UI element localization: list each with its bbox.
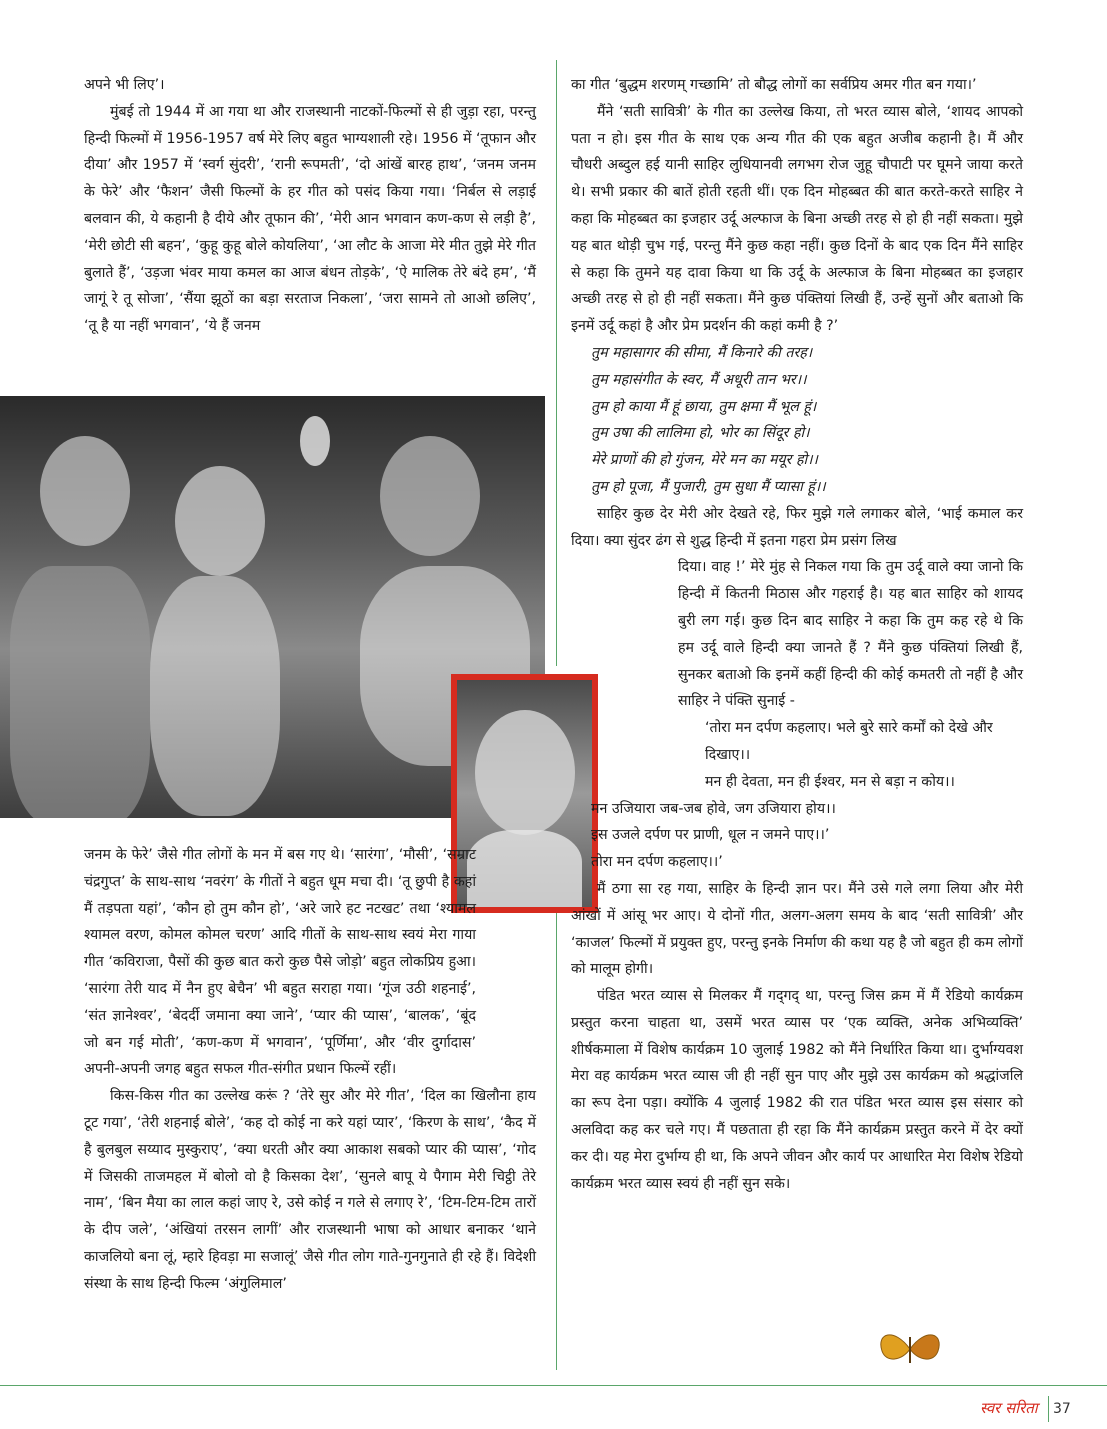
poem-line: तुम महासंगीत के स्वर, मैं अधूरी तान भर।। (591, 371, 807, 388)
poem-line: तुम हो पूजा, मैं पुजारी, तुम सुधा मैं प्यासा हूं।। (591, 478, 826, 495)
paragraph: मैंने ‘सती सावित्री’ के गीत का उल्लेख किया, तो भरत व्यास बोले, ‘शायद आपको पता न हो। इस गीत के साथ एक अन्य गीत की एक बहुत अजीब कहानी है। मैं और चौधरी अब्दुल हई यानी साहिर लुधियानवी लगभग रोज जुहू चौपाटी पर घूमने जाया करते थे। सभी प्रकार की बातें होती रहती थीं। एक दिन मोहब्बत की बात करते-करते साहिर ने कहा कि मोहब्बत का इजहार उर्दू अल्फाज के बिना अच्छी तरह से हो ही नहीं सकता। मुझे यह बात थोड़ी चुभ गई, परन्तु मैंने कुछ कहा नहीं। कुछ दिनों के बाद एक दिन मैंने साहिर से कहा कि तुमने यह दावा किया था कि उर्दू के अल्फाज के बिना मोहब्बत का इजहार अच्छी तरह से हो ही नहीं सकता। मैंने कुछ पंक्तियां लिखी हैं, उन्हें सुनों और बताओ कि इनमें उर्दू कहां है और प्रेम प्रदर्शन की कहां कमी है ?’ (571, 103, 1023, 335)
poem-line: तुम उषा की लालिमा हो, भोर का सिंदूर हो। (591, 425, 810, 442)
column-divider (556, 60, 557, 666)
paragraph: मैं ठगा सा रह गया, साहिर के हिन्दी ज्ञान पर। मैंने उसे गले लगा लिया और मेरी आंखों में आंसू भर आए। ये दोनों गीत, अलग-अलग समय के बाद ‘सती सावित्री’ और ‘काजल’ फिल्मों में प्रयुक्त हुए, परन्तु इनके निर्माण की कथा यह है जो बहुत ही कम लोगों को मालूम होगी। (571, 880, 1023, 978)
footer-separator (1048, 1396, 1049, 1422)
paragraph: जनम के फेरे’ जैसे गीत लोगों के मन में बस गए थे। ‘सारंगा’, ‘मौसी’, ‘सम्राट चंद्रगुप्त’ के साथ-साथ ‘नवरंग’ के गीतों ने बहुत धूम मचा दी। ‘तू छुपी है कहां मैं तड़पता यहां’, ‘कौन हो तुम कौन हो’, ‘अरे जारे हट नटखट’ तथा ‘श्यामल श्यामल वरण, कोमल कोमल चरण’ आदि गीतों के साथ-साथ स्वयं मेरा गाया गीत ‘कविराजा, पैसों की कुछ बात करो कुछ पैसे जोड़ो’ बहुत लोकप्रिय हुआ। ‘सारंगा तेरी याद में नैन हुए बेचैन’ भी बहुत सराहा गया। ‘गूंज उठी शहनाई’, ‘संत ज्ञानेश्वर’, ‘बेदर्दी जमाना क्या जाने’, ‘प्यार की प्यास’, ‘बालक’, ‘बूंद जो बन गई मोती’, ‘कण-कण में भगवान’, ‘पूर्णिमा’, और ‘वीर दुर्गादास’ अपनी-अपनी जगह बहुत सफल गीत-संगीत प्रधान फिल्में रहीं। (84, 847, 476, 1078)
song-lyrics (571, 715, 1023, 876)
footer-rule (0, 1385, 1107, 1386)
paragraph: साहिर कुछ देर मेरी ओर देखते रहे, फिर मुझे गले लगाकर बोले, ‘भाई कमाल कर दिया। क्या सुंदर ढंग से शुद्ध हिन्दी में इतना गहरा प्रेम प्रसंग लिख (571, 505, 1023, 549)
lyric-line: तोरा मन दर्पण कहलाए।।’ (591, 854, 723, 871)
poem-line: मेरे प्राणों की हो गुंजन, मेरे मन का मयूर हो।। (591, 452, 818, 469)
poem-line: तुम हो काया मैं हूं छाया, तुम क्षमा मैं भूल हूं। (591, 398, 817, 415)
poem-line: तुम महासागर की सीमा, मैं किनारे की तरह। (591, 344, 813, 361)
magazine-name: स्वर सरिता (980, 1399, 1038, 1417)
paragraph: का गीत ‘बुद्धम शरणम् गच्छामि’ तो बौद्ध लोगों का सर्वप्रिय अमर गीत बन गया।’ (571, 77, 977, 93)
lyric-line: मन उजियारा जब-जब होवे, जग उजियारा होय।। (591, 800, 836, 817)
paragraph: पंडित भरत व्यास से मिलकर मैं गद्‌गद् था, परन्तु जिस क्रम में मैं रेडियो कार्यक्रम प्रस्तुत करना चाहता था, उसमें भरत व्यास पर ‘एक व्यक्ति, अनेक अभिव्यक्ति’ शीर्षकमाला में विशेष कार्यक्रम 10 जुलाई 1982 को मैंने निर्धारित किया था। दुर्भाग्यवश मेरा वह कार्यक्रम भरत व्यास जी ही नहीं सुन पाए और मुझे उस कार्यक्रम को श्रद्धांजलि का रूप देना पड़ा। क्योंकि 4 जुलाई 1982 की रात पंडित भरत व्यास इस संसार को अलविदा कह कर चले गए। मैं पछताता ही रहा कि मैंने कार्यक्रम प्रस्तुत करने में देर क्यों कर दी। यह मेरा दुर्भाग्य ही था, कि अपने जीवन और कार्य पर आधारित मेरा विशेष रेडियो कार्यक्रम भरत व्यास स्वयं ही नहीं सुन सके। (571, 988, 1023, 1192)
lyric-line: मन ही देवता, मन ही ईश्वर, मन से बड़ा न कोय।। (705, 773, 955, 790)
lyric-line: ‘तोरा मन दर्पण कहलाए। भले बुरे सारे कर्मों को देखे और दिखाए।। (705, 720, 993, 763)
paragraph: अपने भी लिए’। (84, 77, 165, 93)
butterfly-icon (874, 1327, 946, 1371)
paragraph: किस-किस गीत का उल्लेख करूं ? ‘तेरे सुर और मेरे गीत’, ‘दिल का खिलौना हाय टूट गया’, ‘तेरी शहनाई बोले’, ‘कह दो कोई ना करे यहां प्यार’, ‘किरण के साथ’, ‘कैद में है बुलबुल सय्याद मुस्कुराए’, ‘क्या धरती और क्या आकाश सबको प्यार की प्यास’, ‘गोद में जिसकी ताजमहल में बोलो वो है किसका देश’, ‘सुनले बापू ये पैगाम मेरी चिट्ठी तेरे नाम’, ‘बिन मैया का लाल कहां जाए रे, उसे कोई न गले से लगाए रे’, ‘टिम-टिम-टिम तारों के दीप जले’, ‘अंखियां तरसन लागीं’ और राजस्थानी भाषा को आधार बनाकर ‘थाने काजलियो बना लूं, म्हारे हिवड़ा मा सजालूं’ जैसे गीत लोग गाते-गुनगुनाते ही रहे हैं। विदेशी संस्था के साथ हिन्दी फिल्म ‘अंगुलिमाल’ (84, 1088, 536, 1292)
right-column (571, 72, 1023, 1197)
column-divider (556, 900, 557, 1370)
poem (571, 340, 1023, 501)
paragraph: दिया। वाह !’ मेरे मुंह से निकल गया कि तुम उर्दू वाले क्या जानो कि हिन्दी में कितनी मिठास और गहराई है। यह बात साहिर को शायद बुरी लग गई। कुछ दिन बाद साहिर ने कहा कि तुम कह रहे थे कि हम उर्दू वाले हिन्दी क्या जानते हैं ? मैंने कुछ पंक्तियां लिखी हैं, सुनकर बताओ कि इनमें कहीं हिन्दी की कोई कमतरी तो नहीं है और साहिर ने पंक्ति सुनाई - (678, 559, 1023, 710)
lyric-line: इस उजले दर्पण पर प्राणी, धूल न जमने पाए।।’ (591, 827, 830, 844)
page-number: 37 (1053, 1401, 1071, 1417)
paragraph: मुंबई तो 1944 में आ गया था और राजस्थानी नाटकों-फिल्मों से ही जुड़ा रहा, परन्तु हिन्दी फिल्मों में 1956-1957 वर्ष मेरे लिए बहुत भाग्यशाली रहे। 1956 में ‘तूफान और दीया’ और 1957 में ‘स्वर्ग सुंदरी’, ‘रानी रूपमती’, ‘दो आंखें बारह हाथ’, ‘जनम जनम के फेरे’ और ‘फैशन’ जैसी फिल्मों के हर गीत को पसंद किया गया। ‘निर्बल से लड़ाई बलवान की, ये कहानी है दीये और तूफान की’, ‘मेरी आन भगवान कण-कण से लड़ी है’, ‘मेरी छोटी सी बहन’, ‘कुहू कुहू बोले कोयलिया’, ‘आ लौट के आजा मेरे मीत तुझे मेरे गीत बुलाते हैं’, ‘उड़जा भंवर माया कमल का आज बंधन तोड़के’, ‘ऐ मालिक तेरे बंदे हम’, ‘मैं जागूं रे तू सोजा’, ‘सैंया झूठों का बड़ा सरताज निकला’, ‘जरा सामने तो आओ छलिए’, ‘तू है या नहीं भगवान’, ‘ये हैं जनम (84, 103, 536, 335)
left-column-top (84, 72, 536, 340)
left-column-bottom (84, 842, 536, 1298)
